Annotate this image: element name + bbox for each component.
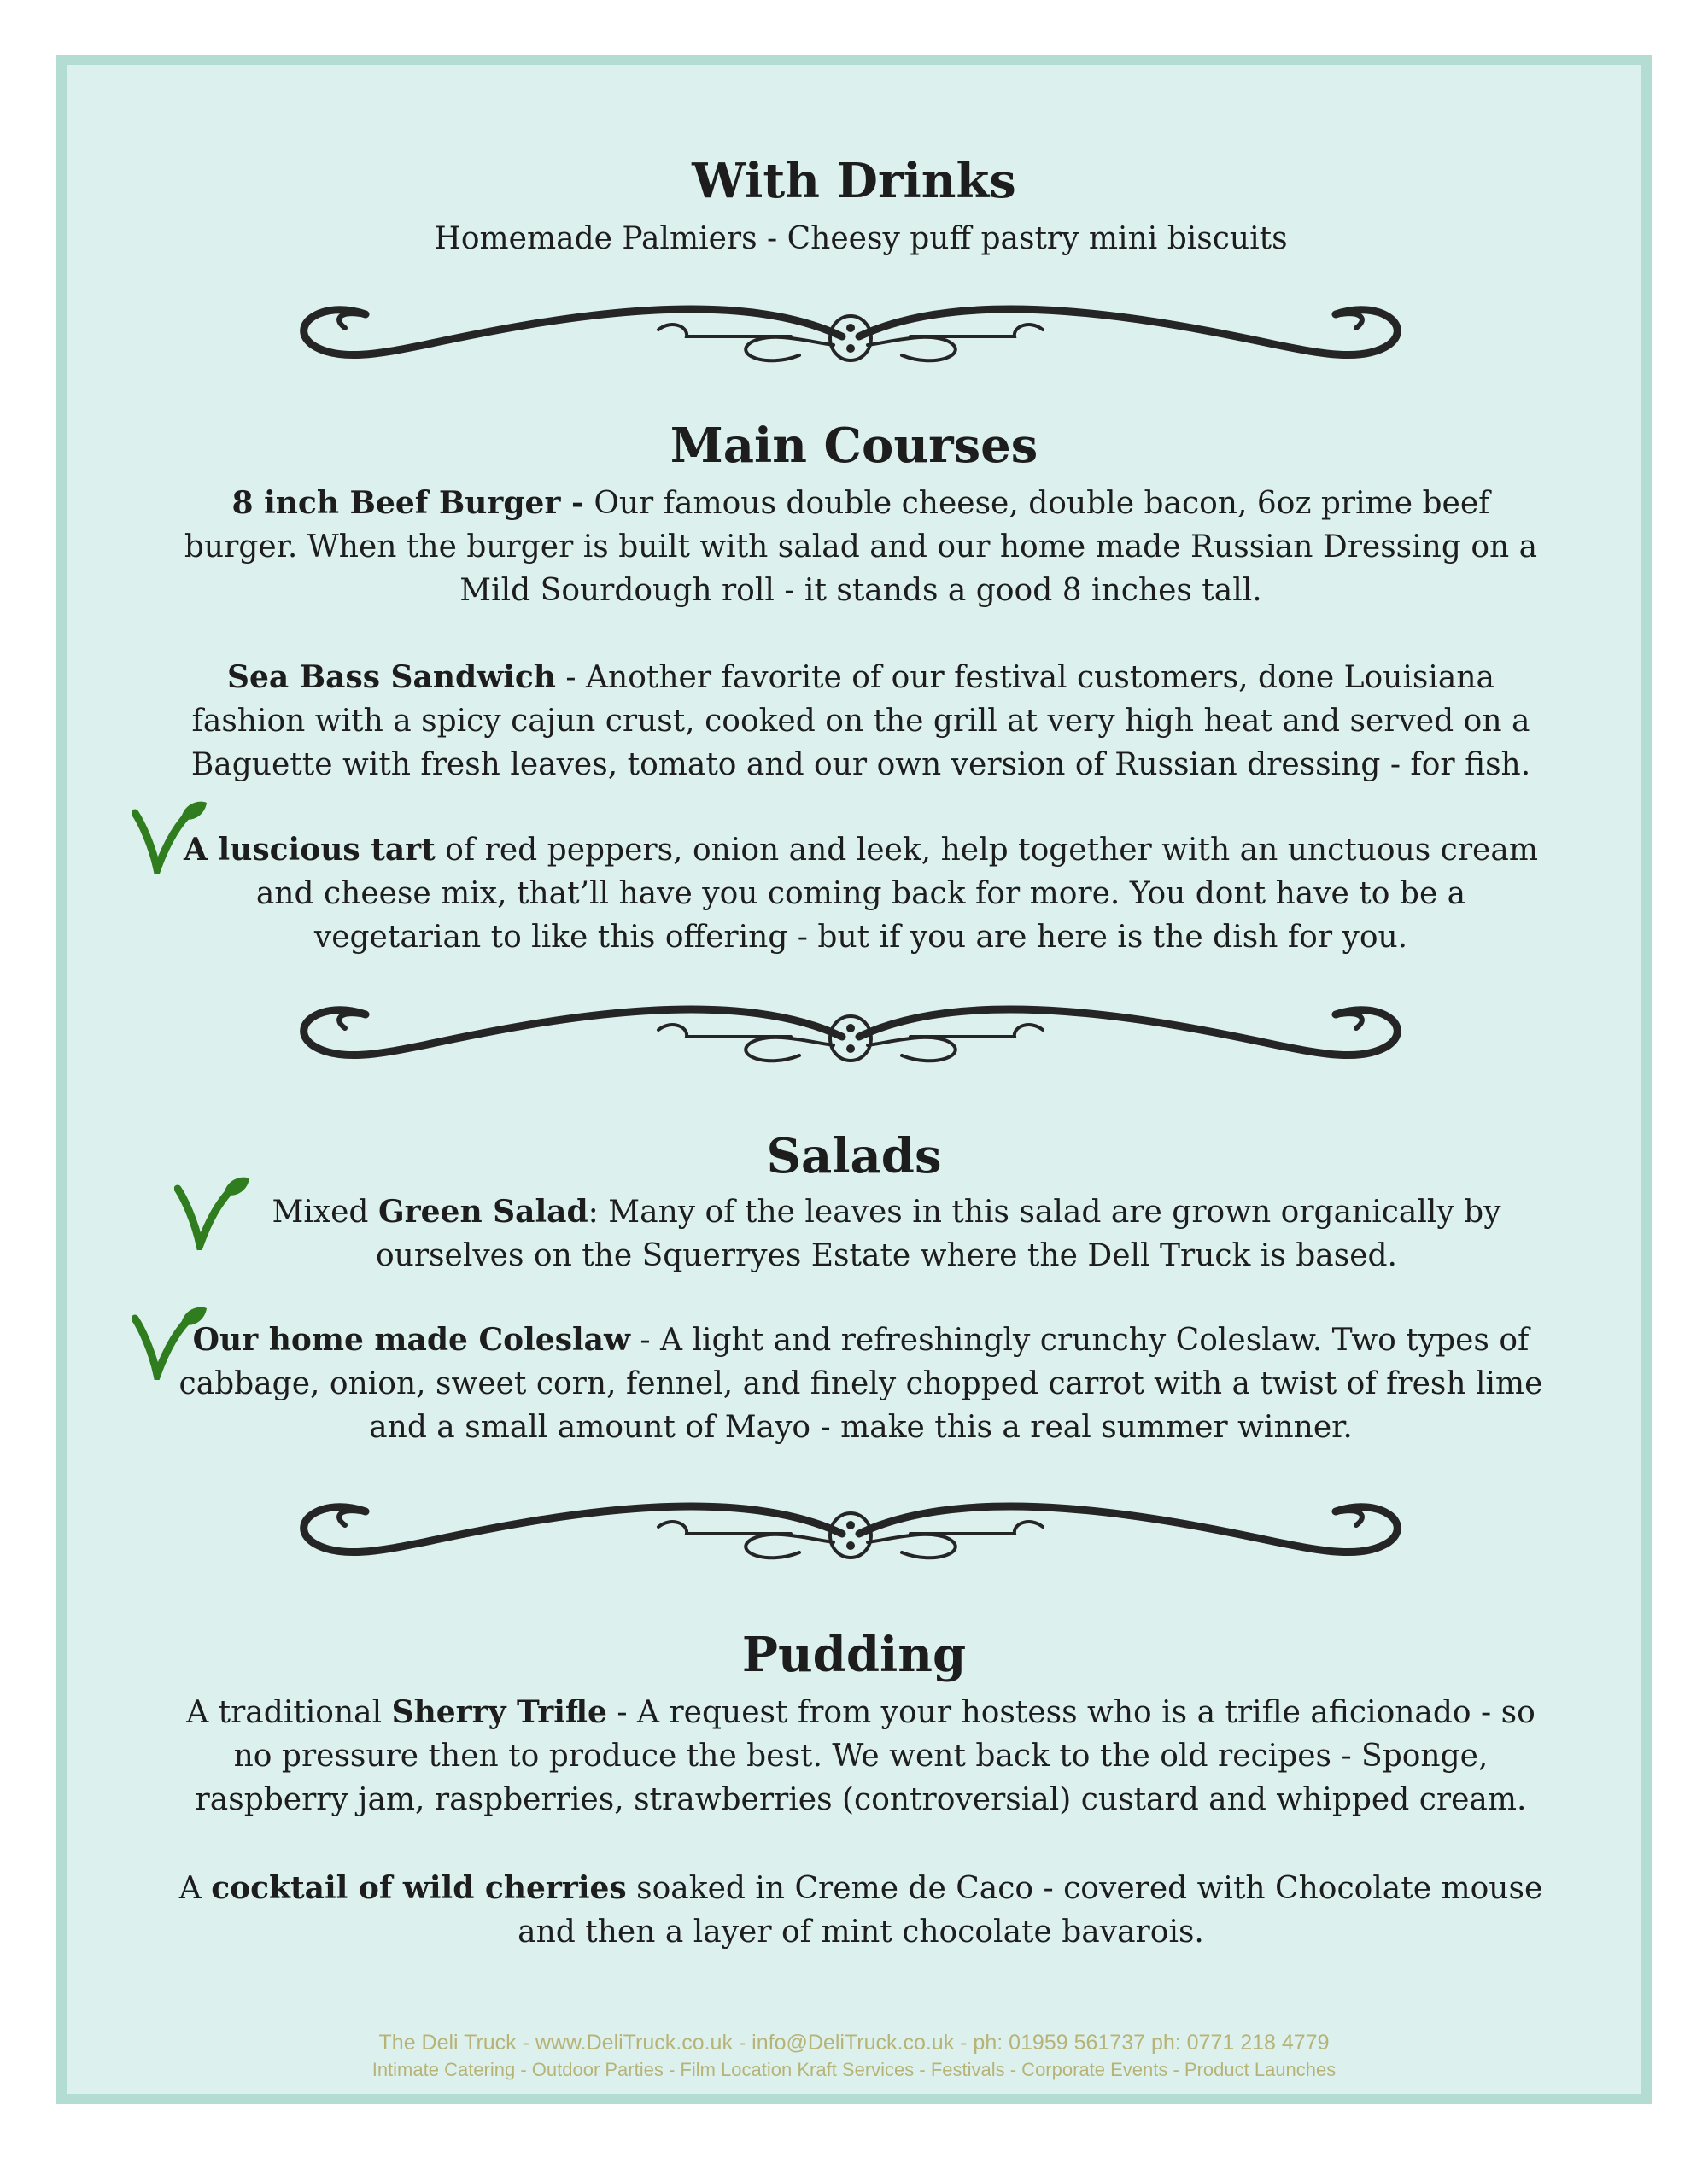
menu-item-description: Our famous double cheese, double bacon, 6oz prime beef burger. When the burger is built with salad and our home made Russian Dressing on a Mild Sourdough roll - it stands a good 8 inches tall.	[184, 486, 1538, 608]
menu-item-description: of red peppers, onion and leek, help together with an unctuous cream and cheese mix, that’ll have you coming back for more. You dont have to be a vegetarian to like this offering - but if you are here is the dish for you.	[255, 833, 1538, 955]
menu-item-wild-cherries	[178, 1867, 1544, 1954]
menu-item-prefix: A	[178, 1871, 212, 1906]
menu-item-name: Sherry Trifle	[391, 1694, 607, 1730]
menu-item-beef-burger	[178, 482, 1544, 612]
menu-item-green-salad	[246, 1190, 1527, 1278]
menu-item-name: Sea Bass Sandwich	[226, 659, 556, 695]
menu-item-sherry-trifle	[178, 1691, 1544, 1821]
menu-item-name: cocktail of wild cherries	[211, 1870, 627, 1906]
menu-panel	[56, 55, 1652, 2104]
menu-item-sea-bass-sandwich	[178, 656, 1544, 786]
menu-item-name: 8 inch Beef Burger -	[231, 485, 584, 521]
salads-title: Salads	[766, 1128, 942, 1184]
menu-item-description: - A request from your hostess who is a trifle aficionado - so no pressure then to produce the best. We went back to the old recipes - Sponge, raspberry jam, raspberries, strawberries (controversial) custard and whipped cream.	[195, 1695, 1535, 1817]
footer-contact: The Deli Truck - www.DeliTruck.co.uk - info@DeliTruck.co.uk - ph: 01959 561737 ph: 0771 218 4779	[378, 2031, 1330, 2055]
with-drinks-text: Homemade Palmiers - Cheesy puff pastry mini biscuits	[434, 221, 1288, 256]
main-courses-title: Main Courses	[670, 418, 1038, 474]
pudding-title: Pudding	[741, 1627, 967, 1683]
menu-item-description: soaked in Creme de Caco - covered with Chocolate mouse and then a layer of mint chocolate bavarois.	[518, 1871, 1543, 1950]
menu-item-coleslaw	[178, 1319, 1544, 1449]
vegetarian-icon	[174, 1173, 251, 1250]
menu-item-luscious-tart	[178, 828, 1544, 959]
menu-item-name: Green Salad	[377, 1194, 588, 1230]
menu-item-description: : Many of the leaves in this salad are grown organically by ourselves on the Squerryes Estate where the Dell Truck is based.	[375, 1195, 1501, 1273]
menu-item-description: - A light and refreshingly crunchy Coleslaw. Two types of cabbage, onion, sweet corn, fennel, and finely chopped carrot with a twist of fresh lime and a small amount of Mayo - make this a real summer winner.	[178, 1323, 1543, 1445]
menu-item-name: Our home made Coleslaw	[192, 1322, 630, 1358]
ornamental-divider-icon	[287, 294, 1414, 379]
menu-item-description: - Another favorite of our festival customers, done Louisiana fashion with a spicy cajun crust, cooked on the grill at very high heat and served on a Baguette with fresh leaves, tomato and our own version of Russian dressing - for fish.	[190, 660, 1531, 782]
with-drinks-title: With Drinks	[692, 153, 1016, 209]
menu-item-name: A luscious tart	[184, 832, 436, 868]
menu-item-prefix: A traditional	[186, 1695, 392, 1730]
ornamental-divider-icon	[287, 994, 1414, 1079]
ornamental-divider-icon	[287, 1491, 1414, 1576]
menu-item-prefix: Mixed	[272, 1195, 378, 1230]
footer-services: Intimate Catering - Outdoor Parties - Film Location Kraft Services - Festivals - Corporate Events - Product Launches	[371, 2059, 1337, 2080]
